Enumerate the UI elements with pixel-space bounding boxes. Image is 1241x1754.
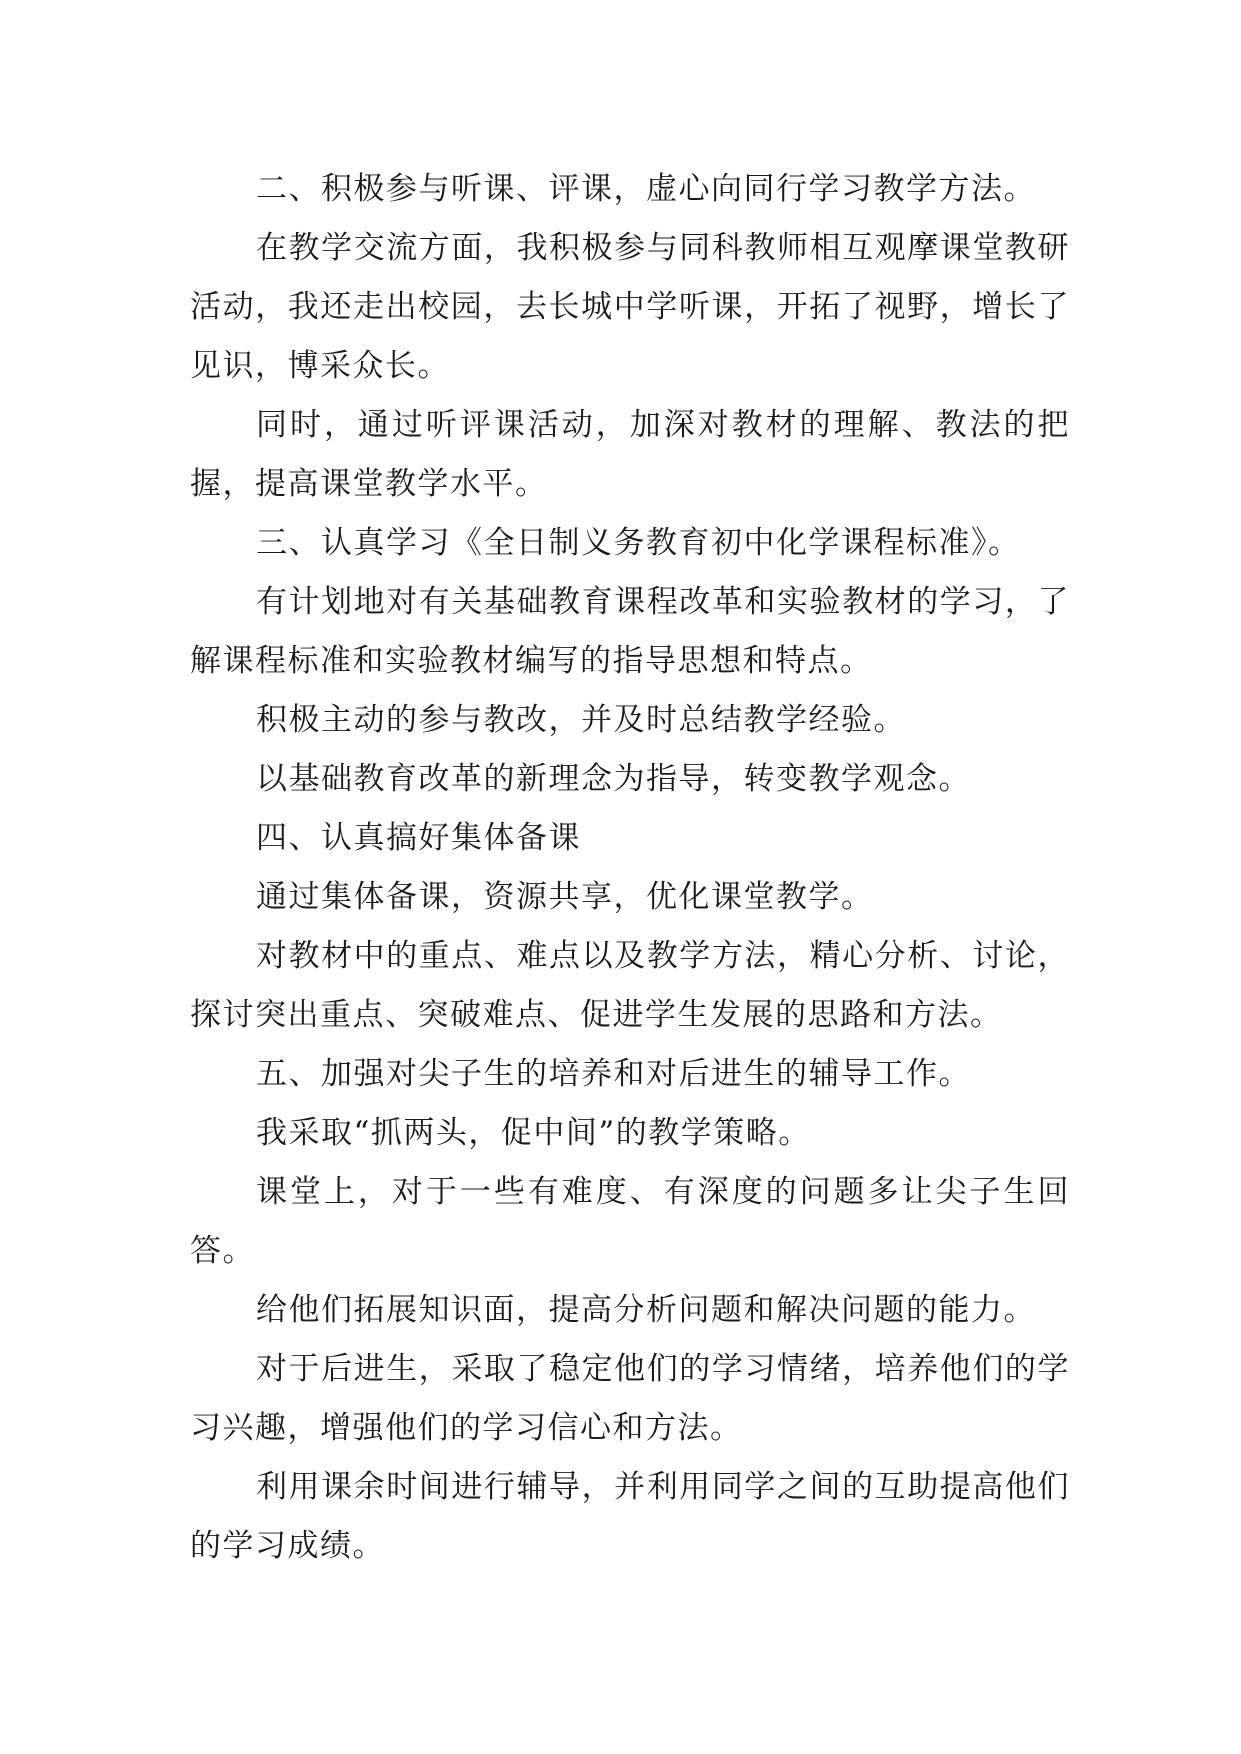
document-body: [190, 160, 1070, 1576]
paragraph: 同时，通过听评课活动，加深对教材的理解、教法的把握，提高课堂教学水平。: [190, 407, 1070, 502]
paragraph: 通过集体备课，资源共享，优化课堂教学。: [256, 879, 874, 915]
paragraph: 对教材中的重点、难点以及教学方法，精心分析、讨论，探讨突出重点、突破难点、促进学生发展的思路和方法。: [190, 938, 1070, 1033]
paragraph: 给他们拓展知识面，提高分析问题和解决问题的能力。: [256, 1292, 1036, 1328]
heading-section-two: 二、积极参与听课、评课，虚心向同行学习教学方法。: [256, 171, 1036, 207]
heading-section-three: 三、认真学习《全日制义务教育初中化学课程标准》。: [256, 525, 1021, 561]
paragraph: 在教学交流方面，我积极参与同科教师相互观摩课堂教研活动，我还走出校园，去长城中学听课，开拓了视野，增长了见识，博采众长。: [190, 230, 1070, 384]
paragraph: 积极主动的参与教改，并及时总结教学经验。: [256, 702, 906, 738]
paragraph: 利用课余时间进行辅导，并利用同学之间的互助提高他们的学习成绩。: [190, 1469, 1070, 1564]
paragraph: 有计划地对有关基础教育课程改革和实验教材的学习，了解课程标准和实验教材编写的指导思想和特点。: [190, 584, 1070, 679]
heading-section-four: 四、认真搞好集体备课: [256, 820, 581, 856]
heading-section-five: 五、加强对尖子生的培养和对后进生的辅导工作。: [256, 1056, 971, 1092]
paragraph: 对于后进生，采取了稳定他们的学习情绪，培养他们的学习兴趣，增强他们的学习信心和方法。: [190, 1351, 1070, 1446]
paragraph: 我采取“抓两头，促中间”的教学策略。: [256, 1115, 811, 1151]
paragraph: 课堂上，对于一些有难度、有深度的问题多让尖子生回答。: [190, 1174, 1070, 1269]
paragraph: 以基础教育改革的新理念为指导，转变教学观念。: [256, 761, 971, 797]
